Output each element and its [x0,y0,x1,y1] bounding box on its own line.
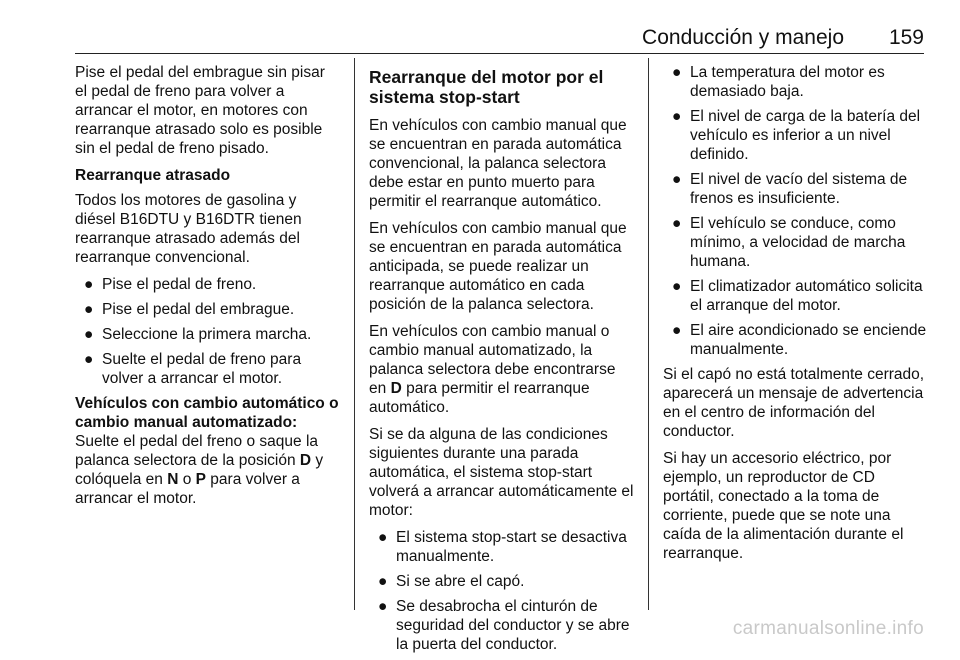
bullet-list [75,275,341,388]
subheading-delayed-restart: Rearranque atrasado [75,167,231,184]
bullet-icon: ● [672,64,682,81]
list-item: ● El aire acondicionado se enciende manualmente. [672,322,927,358]
list-item: ● La temperatura del motor es demasiado baja. [672,64,885,100]
bullet-icon: ● [84,326,94,343]
list-item: ● El nivel de carga de la batería del vehículo es inferior a un nivel definido. [672,108,921,163]
paragraph: En vehículos con cambio manual o cambio manual automatizado, la palanca selectora debe encontrarse en D para permitir el rearranque automático. [369,323,616,416]
bullet-icon: ● [378,573,388,590]
page-number: 159 [888,26,924,49]
bullet-list [369,528,635,654]
bullet-icon: ● [84,351,94,368]
paragraph: Si el capó no está totalmente cerrado, aparecerá un mensaje de advertencia en el centro de información del conductor. [663,366,925,440]
bullet-icon: ● [378,529,388,546]
column-divider-1 [354,58,355,610]
list-item: ● El nivel de vacío del sistema de frenos es insuficiente. [672,171,908,207]
paragraph: Todos los motores de gasolina y diésel B16DTU y B16DTR tienen rearranque atrasado además del rearranque convencional. [75,192,302,266]
bullet-icon: ● [672,322,682,339]
column-3 [663,63,929,571]
column-divider-2 [648,58,649,610]
bullet-icon: ● [378,598,388,615]
watermark: carmanualsonline.info [732,618,924,639]
list-item: ● Pise el pedal de freno. [84,276,257,293]
list-item: ● Se desabrocha el cinturón de seguridad del conductor y se abre la puerta del conductor. [378,598,630,653]
bullet-icon: ● [84,301,94,318]
paragraph: En vehículos con cambio manual que se encuentran en parada automática anticipada, se puede realizar un rearranque automático en cada posición de la palanca selectora. [369,220,627,313]
list-item: ● El climatizador automático solicita el arranque del motor. [672,278,923,314]
paragraph: En vehículos con cambio manual que se encuentran en parada automática convencional, la palanca selectora debe estar en punto muerto para permitir el rearranque automático. [369,117,627,210]
section-heading: Rearranque del motor por el sistema stop-start [369,67,604,107]
list-item: ● Seleccione la primera marcha. [84,326,312,343]
list-item: ● Suelte el pedal de freno para volver a arrancar el motor. [84,351,302,387]
paragraph: Suelte el pedal del freno o saque la palanca selectora de la posición D y colóquela en N o P para volver a arrancar el motor. [75,433,324,507]
running-title: Conducción y manejo [642,26,844,49]
paragraph: Pise el pedal del embrague sin pisar el pedal de freno para volver a arrancar el motor, en motores con rearranque atrasado solo es posible sin el pedal de freno pisado. [75,64,325,157]
column-1 [75,63,341,516]
paragraph: Si hay un accesorio eléctrico, por ejemplo, un reproductor de CD portátil, conectado a la toma de corriente, puede que se note una caída de la alimentación durante el rearranque. [663,450,904,562]
list-item: ● Pise el pedal del embrague. [84,301,295,318]
bullet-icon: ● [84,276,94,293]
list-item: ● El vehículo se conduce, como mínimo, a velocidad de marcha humana. [672,215,906,270]
column-2 [369,63,635,660]
bullet-icon: ● [672,108,682,125]
page-header [75,20,924,48]
list-item: ● El sistema stop-start se desactiva manualmente. [378,529,627,565]
paragraph: Si se da alguna de las condiciones siguientes durante una parada automática, el sistema stop-start volverá a arrancar automáticamente el motor: [369,426,634,519]
bullet-icon: ● [672,171,682,188]
bullet-icon: ● [672,215,682,232]
list-item: ● Si se abre el capó. [378,573,525,590]
header-rule [75,53,924,54]
bullet-icon: ● [672,278,682,295]
bullet-list [663,63,929,359]
subheading-automatic: Vehículos con cambio automático o cambio manual automatizado: [75,395,339,431]
